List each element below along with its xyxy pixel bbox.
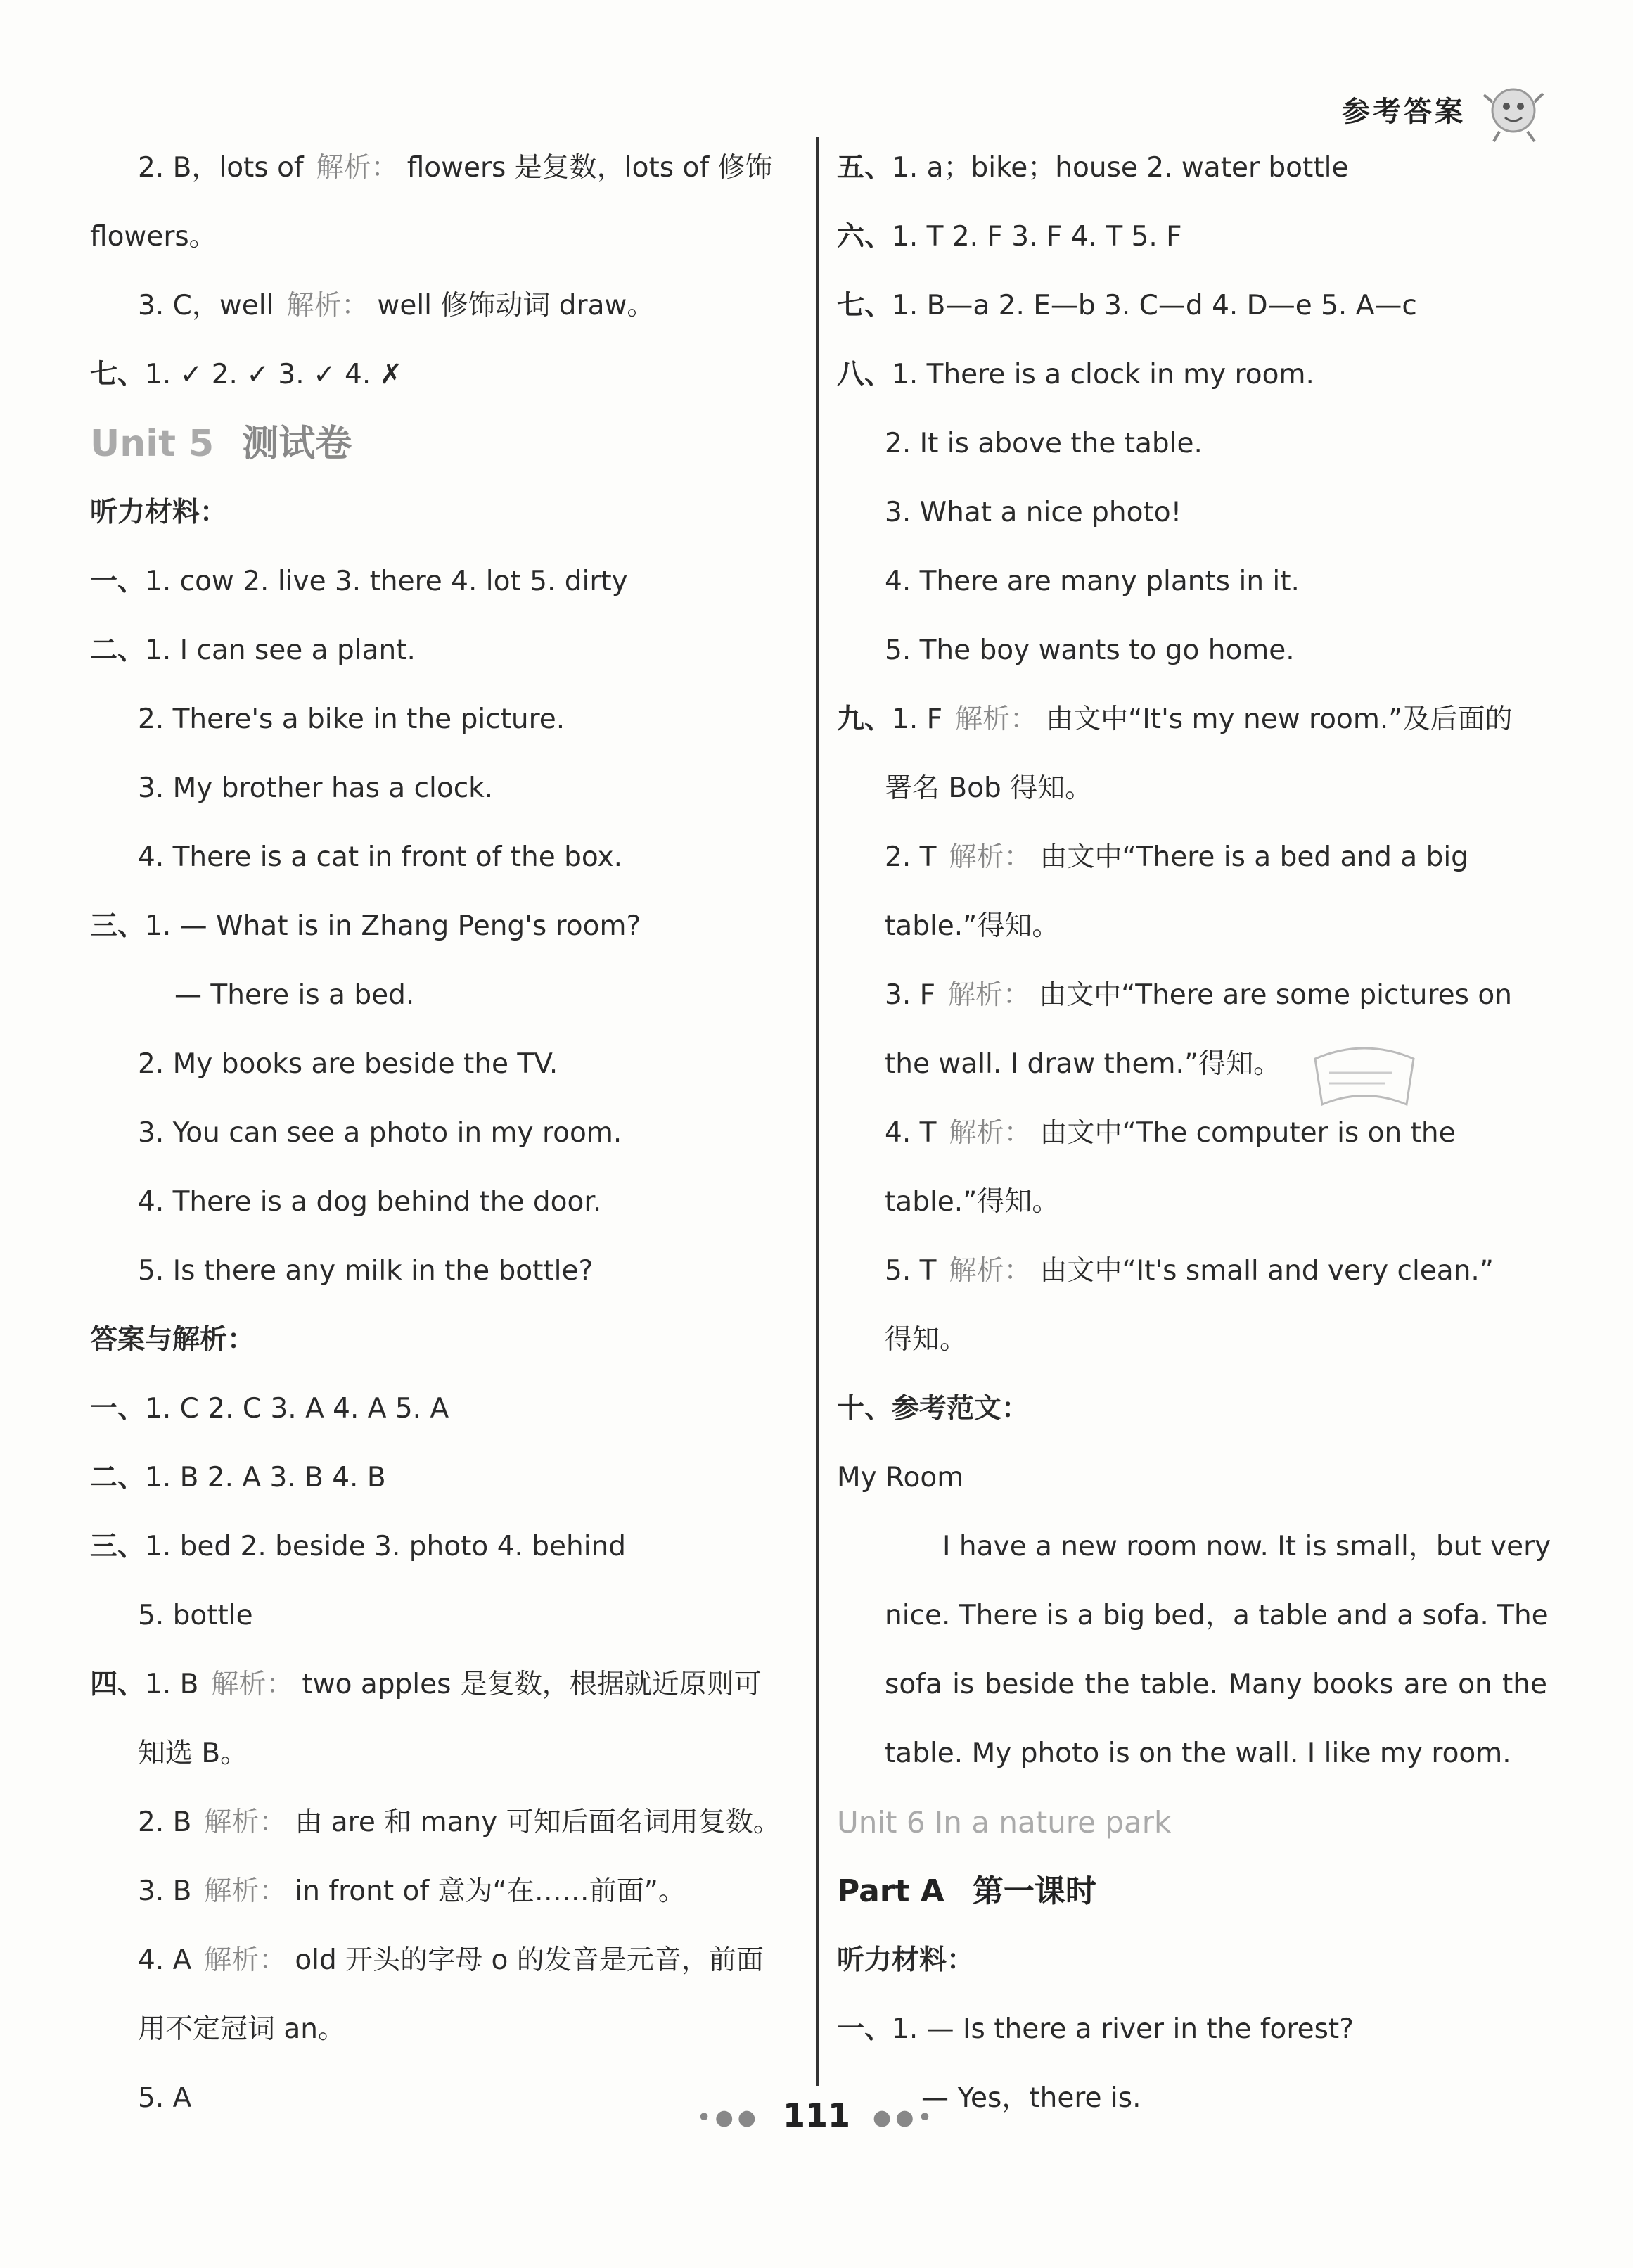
answer-line: 得知。 — [885, 1324, 968, 1356]
answer-line: 一、1. C 2. C 3. A 4. A 5. A — [90, 1393, 449, 1425]
answer-line: 5. A — [138, 2082, 192, 2114]
part-title: Part A 第一课时 — [837, 1873, 1096, 1909]
answer-line: table.”得知。 — [885, 910, 1060, 942]
answer-line: 一、1. — Is there a river in the forest? — [837, 2013, 1354, 2045]
answer-line: 九、1. F 解析： 由文中“It's my new room.”及后面的 — [837, 703, 1513, 735]
answer-line: 用不定冠词 an。 — [138, 2013, 346, 2045]
answer-line: 2. It is above the table. — [885, 428, 1203, 459]
column-divider — [816, 137, 819, 2086]
essay-line: I have a new room now. It is small，but very — [942, 1531, 1551, 1562]
answer-line: 2. T 解析： 由文中“There is a bed and a big — [885, 841, 1468, 873]
dots-decoration-icon: •●● — [697, 2105, 760, 2130]
answer-line: 4. There is a cat in front of the box. — [138, 841, 622, 873]
answer-line: the wall. I draw them.”得知。 — [885, 1048, 1281, 1080]
answer-line: 一、1. cow 2. live 3. there 4. lot 5. dirty — [90, 566, 628, 597]
answer-line: 4. There is a dog behind the door. — [138, 1186, 602, 1218]
answer-line: — There is a bed. — [174, 979, 415, 1011]
answer-line: 二、1. I can see a plant. — [90, 635, 416, 666]
essay-title: My Room — [837, 1462, 964, 1493]
answer-line: flowers。 — [90, 221, 217, 253]
answer-line: 3. B 解析： in front of 意为“在……前面”。 — [138, 1875, 686, 1907]
answer-line: 署名 Bob 得知。 — [885, 772, 1093, 804]
answer-line: 二、1. B 2. A 3. B 4. B — [90, 1462, 386, 1493]
essay-line: sofa is beside the table. Many books are on the — [885, 1669, 1547, 1700]
answer-line: 3. F 解析： 由文中“There are some pictures on — [885, 979, 1512, 1011]
answer-line: 七、1. B—a 2. E—b 3. C—d 4. D—e 5. A—c — [837, 290, 1417, 321]
answer-line: 2. My books are beside the TV. — [138, 1048, 558, 1080]
answer-line: 2. B，lots of 解析： flowers 是复数，lots of 修饰 — [138, 152, 773, 184]
answer-line: 三、1. bed 2. beside 3. photo 4. behind — [90, 1531, 627, 1562]
essay-line: table. My photo is on the wall. I like my room. — [885, 1738, 1511, 1769]
answer-line: 4. A 解析： old 开头的字母 o 的发音是元音，前面 — [138, 1944, 764, 1976]
page-number: 111 — [782, 2096, 851, 2134]
answer-line: 八、1. There is a clock in my room. — [837, 359, 1314, 390]
answer-line: table.”得知。 — [885, 1186, 1060, 1218]
answer-line: 4. T 解析： 由文中“The computer is on the — [885, 1117, 1456, 1149]
answer-line: 2. There's a bike in the picture. — [138, 703, 565, 735]
listening-heading: 听力材料： — [837, 1944, 975, 1976]
page-footer — [0, 2096, 1633, 2134]
answer-line: 5. The boy wants to go home. — [885, 635, 1295, 666]
answer-line: 2. B 解析： 由 are 和 many 可知后面名词用复数。 — [138, 1807, 781, 1838]
answer-line: 3. What a nice photo! — [885, 497, 1182, 528]
stamp-icon — [1308, 1038, 1421, 1115]
answer-line: 五、1. a；bike；house 2. water bottle — [837, 152, 1349, 184]
answer-line: 3. My brother has a clock. — [138, 772, 494, 804]
answer-line: 4. There are many plants in it. — [885, 566, 1300, 597]
answer-line: 5. Is there any milk in the bottle? — [138, 1255, 594, 1287]
answer-line: 三、1. — What is in Zhang Peng's room? — [90, 910, 641, 942]
header-title: 参考答案 — [1342, 95, 1466, 128]
answer-line: 四、1. B 解析： two apples 是复数，根据就近原则可 — [90, 1669, 762, 1700]
dots-decoration-icon: ●●• — [873, 2105, 936, 2130]
answer-line: — Yes，there is. — [921, 2082, 1141, 2114]
listening-heading: 听力材料： — [90, 497, 228, 528]
answer-line: 3. C，well 解析： well 修饰动词 draw。 — [138, 290, 655, 321]
answer-line: 5. bottle — [138, 1600, 253, 1631]
left-column — [90, 134, 800, 2133]
answer-line: 知选 B。 — [138, 1738, 248, 1769]
essay-line: nice. There is a big bed，a table and a sofa. The — [885, 1600, 1549, 1631]
answer-line: 5. T 解析： 由文中“It's small and very clean.” — [885, 1255, 1494, 1287]
answer-line: 十、参考范文： — [837, 1393, 1030, 1425]
unit5-title: Unit 5 测试卷 — [90, 423, 352, 465]
answer-line: 七、1. ✓ 2. ✓ 3. ✓ 4. ✗ — [90, 359, 403, 390]
answers-heading: 答案与解析： — [90, 1324, 255, 1356]
answer-line: 3. You can see a photo in my room. — [138, 1117, 622, 1149]
right-column — [837, 134, 1551, 2133]
answer-line: 六、1. T 2. F 3. F 4. T 5. F — [837, 221, 1182, 253]
unit6-title: Unit 6 In a nature park — [837, 1805, 1172, 1840]
